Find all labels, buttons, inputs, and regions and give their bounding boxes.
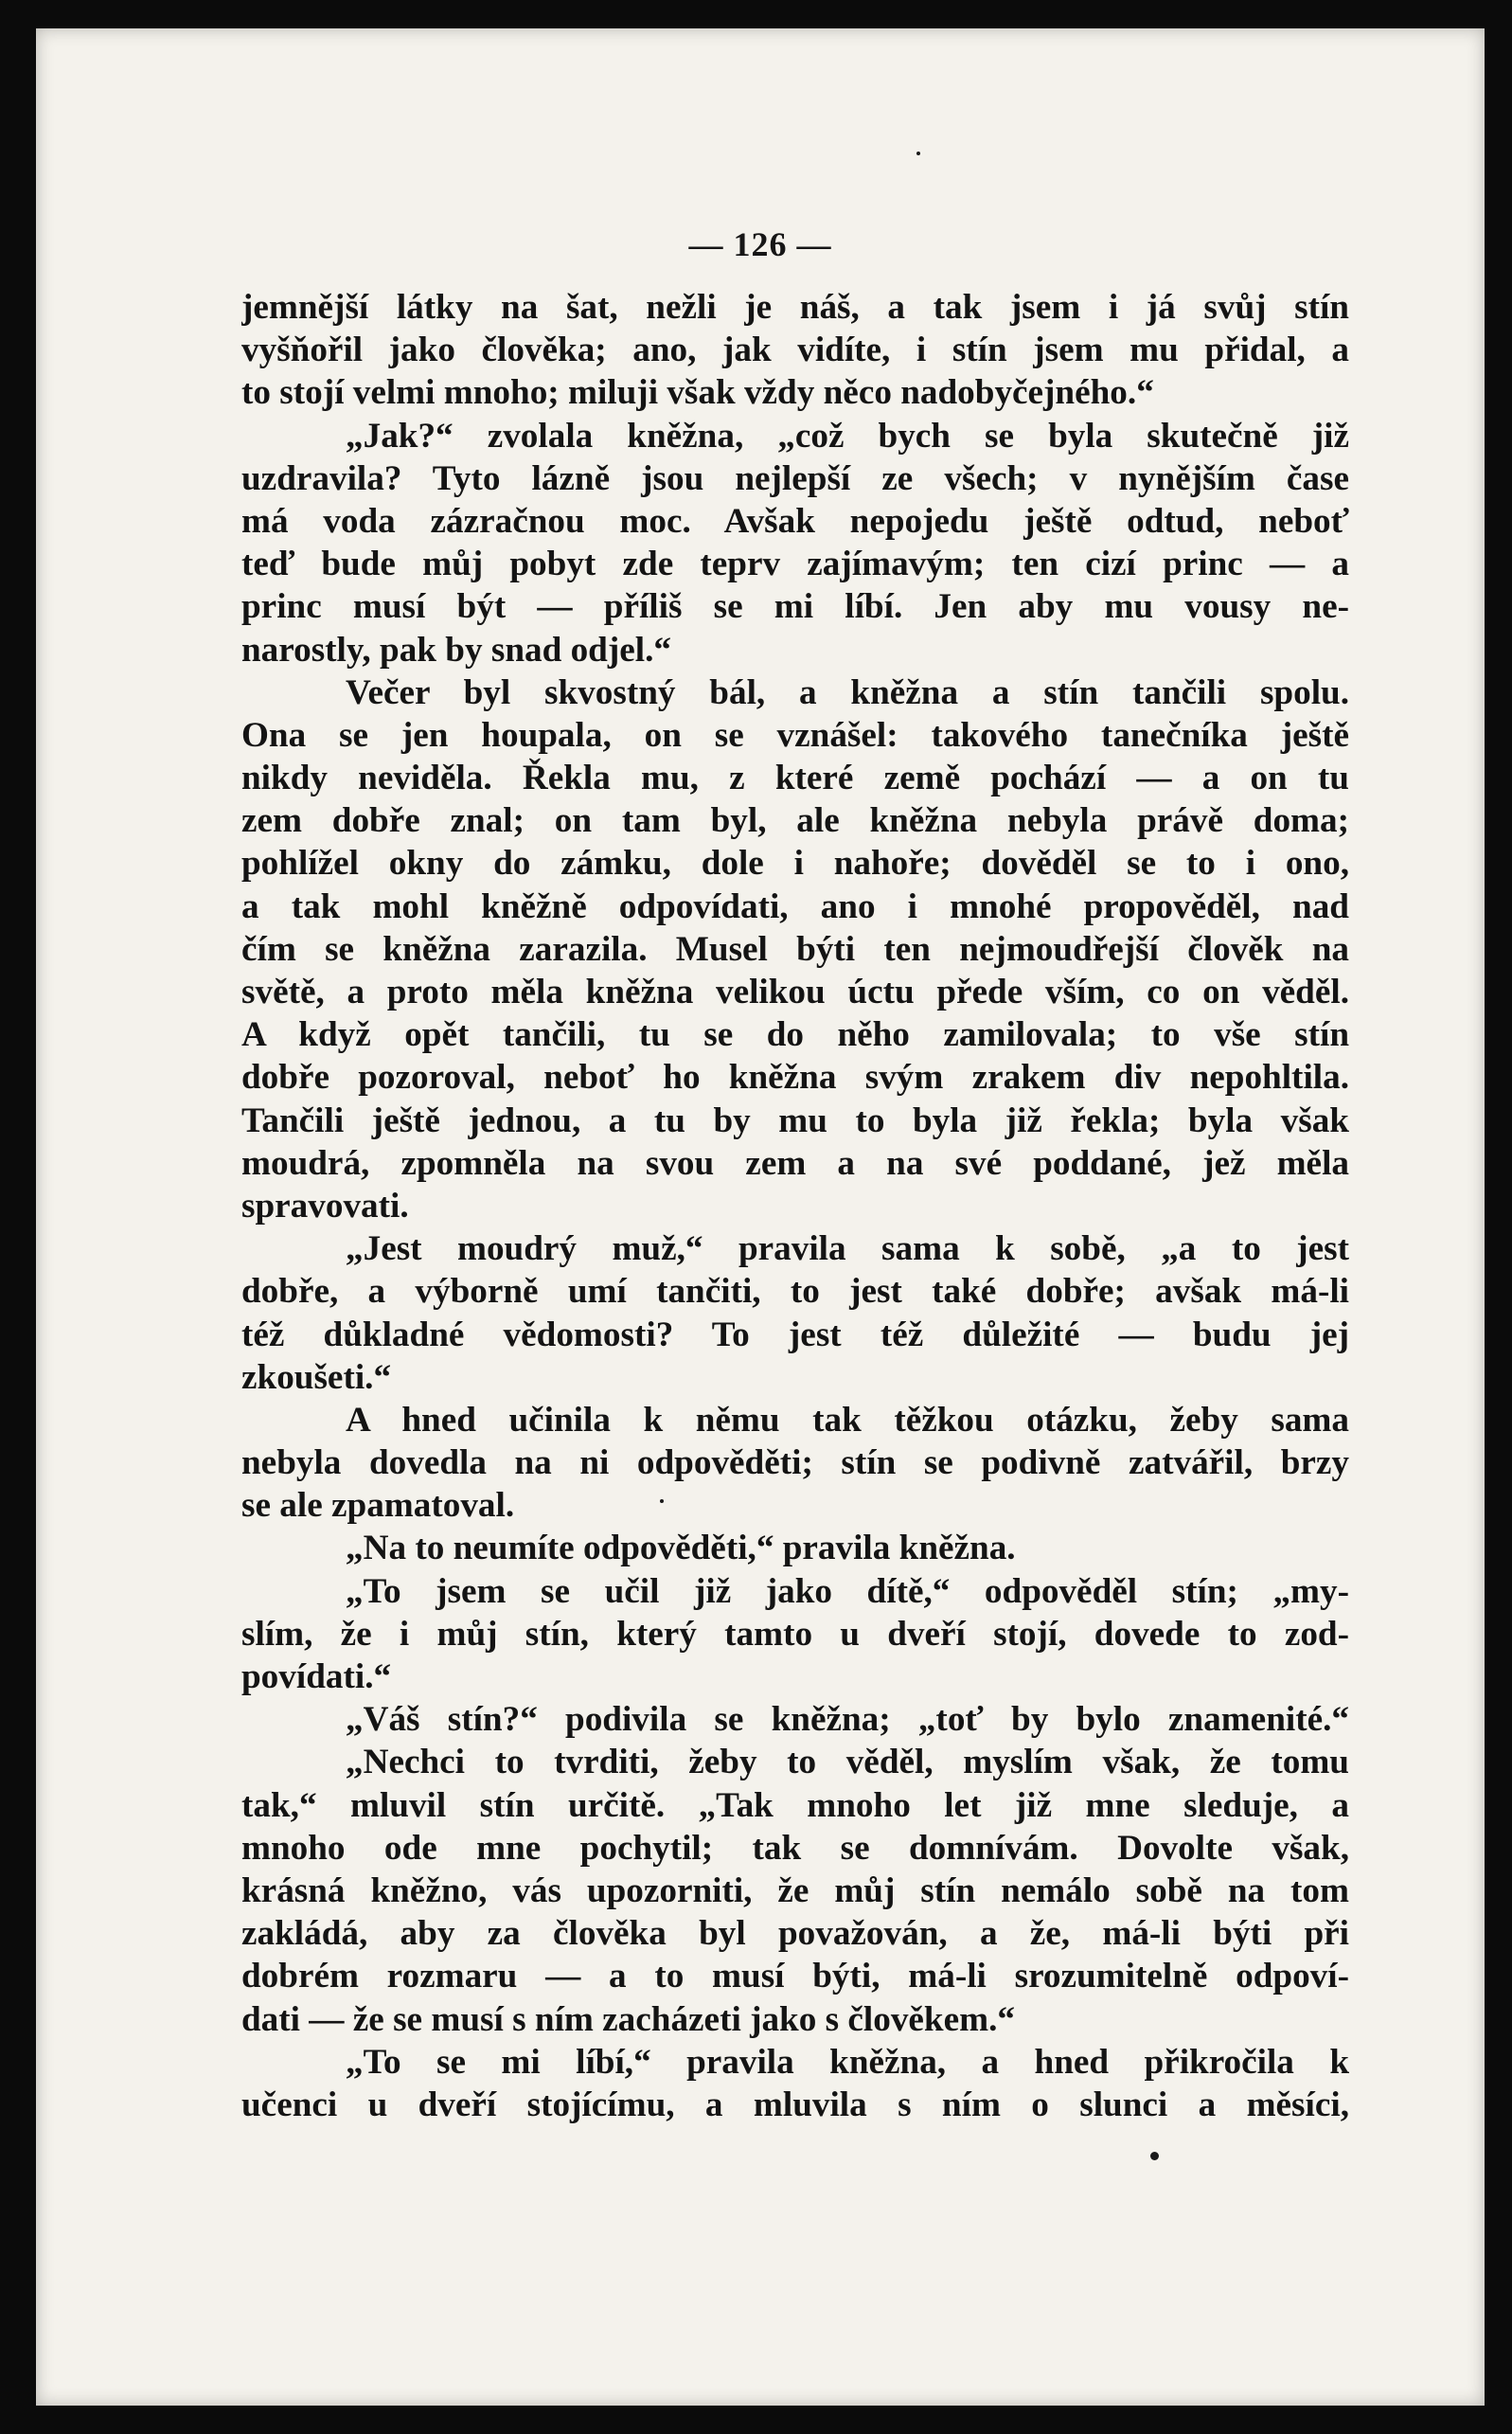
text-line: čím se kněžna zarazila. Musel býti ten nejmoudřejší člověk na [241, 929, 1349, 969]
text-line: a tak mohl kněžně odpovídati, ano i mnohé propověděl, nad [241, 886, 1349, 926]
text-line: též důkladné vědomosti? To jest též důležité — budu jej [241, 1315, 1349, 1354]
text-line: vyšňořil jako člověka; ano, jak vidíte, i stín jsem mu přidal, a [241, 331, 1349, 370]
text-line: „To se mi líbí,“ pravila kněžna, a hned přikročila k [346, 2042, 1349, 2082]
text-line: to stojí velmi mnoho; miluji však vždy něco nadobyčejného.“ [241, 373, 1154, 413]
text-line: slím, že i můj stín, který tamto u dveří stojí, dovede to zod- [241, 1614, 1349, 1654]
text-line: zem dobře znal; on tam byl, ale kněžna nebyla právě doma; [241, 801, 1349, 841]
text-line: „To jsem se učil již jako dítě,“ odpověděl stín; „my- [346, 1571, 1349, 1611]
text-line: povídati.“ [241, 1657, 392, 1696]
ink-speck [660, 1499, 664, 1503]
text-line: Tančili ještě jednou, a tu by mu to byla již řekla; byla však [241, 1101, 1349, 1140]
text-line: „Jak?“ zvolala kněžna, „což bych se byla skutečně již [346, 416, 1349, 456]
text-line: teď bude můj pobyt zde teprv zajímavým; ten cizí princ — a [241, 545, 1349, 584]
text-line: dobře pozoroval, neboť ho kněžna svým zrakem div nepohltila. [241, 1058, 1349, 1098]
text-line: Ona se jen houpala, on se vznášel: takového tanečníka ještě [241, 715, 1349, 755]
text-line: „Na to neumíte odpověděti,“ pravila kněžna. [346, 1529, 1016, 1568]
text-line: pohlížel okny do zámku, dole i nahoře; dověděl se to i ono, [241, 844, 1349, 884]
text-line: nikdy neviděla. Řekla mu, z které země pochází — a on tu [241, 759, 1349, 798]
text-line: nebyla dovedla na ni odpověděti; stín se podivně zatvářil, brzy [241, 1443, 1349, 1483]
text-line: moudrá, zpomněla na svou zem a na své poddané, jež měla [241, 1143, 1349, 1183]
text-line: zkoušeti.“ [241, 1357, 392, 1397]
ink-speck [1150, 2152, 1159, 2160]
text-line: má voda zázračnou moc. Avšak nepojedu ještě odtud, neboť [241, 501, 1349, 541]
text-line: mnoho ode mne pochytil; tak se domnívám. Dovolte však, [241, 1828, 1349, 1868]
text-line: uzdravila? Tyto lázně jsou nejlepší ze všech; v nynějším čase [241, 458, 1349, 498]
text-line: krásná kněžno, vás upozorniti, že můj stín nemálo sobě na tom [241, 1870, 1349, 1910]
text-line: zakládá, aby za člověka byl považován, a že, má-li býti při [241, 1914, 1349, 1954]
text-line: A hned učinila k němu tak těžkou otázku, žeby sama [346, 1400, 1349, 1440]
text-line: dobrém rozmaru — a to musí býti, má-li srozumitelně odpoví- [241, 1957, 1349, 1996]
text-line: světě, a proto měla kněžna velikou úctu přede vším, co on věděl. [241, 973, 1349, 1011]
text-line: Večer byl skvostný bál, a kněžna a stín tančili spolu. [346, 672, 1349, 712]
text-line: tak,“ mluvil stín určitě. „Tak mnoho let již mne sleduje, a [241, 1785, 1349, 1825]
text-line: „Nechci to tvrditi, žeby to věděl, myslím však, že tomu [346, 1743, 1349, 1782]
text-line: „Jest moudrý muž,“ pravila sama k sobě, „a to jest [346, 1229, 1349, 1269]
text-line: učenci u dveří stojícímu, a mluvila s ním o slunci a měsíci, [241, 2085, 1349, 2124]
text-line: „Váš stín?“ podivila se kněžna; „toť by bylo znamenité.“ [346, 1700, 1349, 1740]
text-line: dobře, a výborně umí tančiti, to jest také dobře; avšak má-li [241, 1272, 1349, 1312]
text-line: A když opět tančili, tu se do něho zamilovala; to vše stín [241, 1015, 1349, 1055]
text-line: spravovati. [241, 1186, 409, 1226]
text-line: dati — že se musí s ním zacházeti jako s člověkem.“ [241, 1999, 1015, 2039]
page-number: — 126 — [688, 225, 832, 263]
text-line: narostly, pak by snad odjel.“ [241, 630, 671, 670]
text-line: princ musí být — příliš se mi líbí. Jen aby mu vousy ne- [241, 587, 1349, 627]
text-line: jemnější látky na šat, nežli je náš, a tak jsem i já svůj stín [241, 288, 1349, 327]
page-body-text [241, 286, 1349, 2126]
text-line: se ale zpamatoval. [241, 1486, 515, 1526]
ink-speck [916, 152, 920, 155]
